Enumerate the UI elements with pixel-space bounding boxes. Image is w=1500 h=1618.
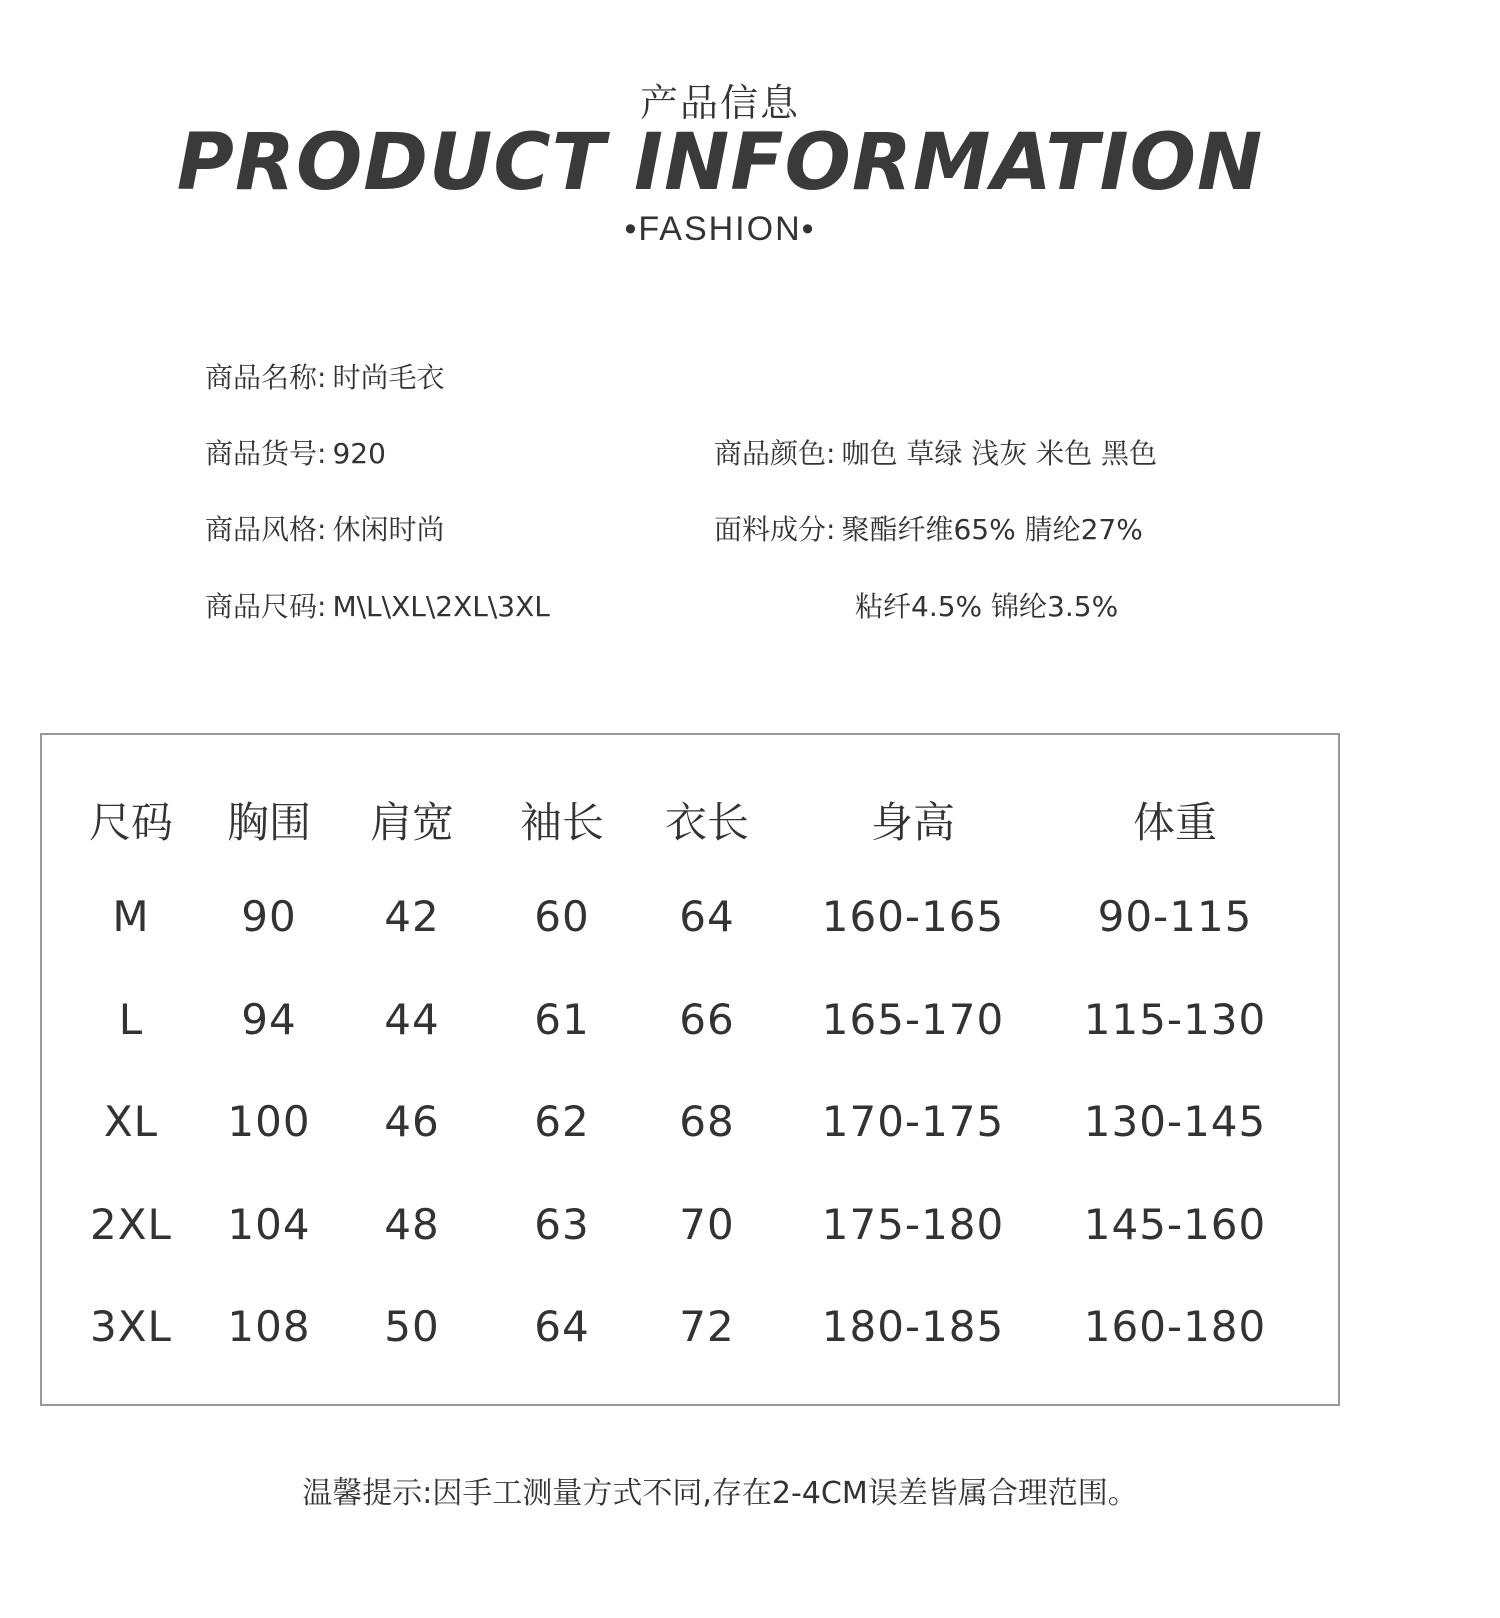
table-cell: 66: [679, 995, 735, 1044]
info-style: [205, 508, 444, 548]
table-cell: 70: [679, 1200, 735, 1249]
table-cell: 3XL: [90, 1302, 172, 1351]
table-cell: 180-185: [821, 1302, 1005, 1351]
table-cell: 42: [384, 892, 440, 941]
info-fabric-label: 面料成分:: [714, 513, 836, 546]
table-cell: 104: [227, 1200, 311, 1249]
table-header-cell: 胸围: [226, 798, 312, 847]
info-name-label: 商品名称:: [205, 361, 327, 394]
info-color-value: 咖色 草绿 浅灰 米色 黑色: [841, 437, 1158, 470]
table-cell: 63: [534, 1200, 590, 1249]
info-name: [205, 356, 444, 396]
info-style-value: 休闲时尚: [332, 513, 445, 546]
table-cell: 46: [384, 1097, 440, 1146]
table-cell: 160-180: [1083, 1302, 1267, 1351]
info-fabric-value: 聚酯纤维65% 腈纶27%: [841, 513, 1143, 546]
table-cell: 94: [241, 995, 297, 1044]
info-color: [714, 432, 1157, 472]
table-cell: 62: [534, 1097, 590, 1146]
table-cell: 115-130: [1083, 995, 1267, 1044]
table-cell: 90-115: [1097, 892, 1253, 941]
table-cell: 170-175: [821, 1097, 1005, 1146]
table-cell: 130-145: [1083, 1097, 1267, 1146]
info-item-no-value: 920: [332, 437, 386, 470]
table-cell: XL: [103, 1097, 159, 1146]
table-header-cell: 肩宽: [369, 798, 455, 847]
table-cell: 68: [679, 1097, 735, 1146]
info-color-label: 商品颜色:: [714, 437, 836, 470]
info-size-label: 商品尺码:: [205, 590, 327, 623]
info-name-value: 时尚毛衣: [332, 361, 445, 394]
info-fabric-line2: [855, 585, 1118, 625]
header-title-cn: 产品信息: [639, 81, 800, 125]
size-table: [40, 733, 1340, 1406]
table-cell: 165-170: [821, 995, 1005, 1044]
header-title-en: PRODUCT INFORMATION: [176, 118, 1264, 208]
measurement-note: 温馨提示:因手工测量方式不同,存在2-4CM误差皆属合理范围。: [302, 1476, 1138, 1511]
table-header-cell: 身高: [870, 798, 956, 847]
table-cell: 44: [384, 995, 440, 1044]
header-subtitle: •FASHION•: [624, 210, 816, 248]
table-cell: 2XL: [90, 1200, 172, 1249]
table-header-cell: 袖长: [519, 798, 605, 847]
info-item-no-label: 商品货号:: [205, 437, 327, 470]
table-cell: L: [118, 995, 144, 1044]
table-cell: 60: [534, 892, 590, 941]
table-cell: 64: [679, 892, 735, 941]
info-size: [205, 585, 550, 625]
table-cell: 50: [384, 1302, 440, 1351]
table-header-cell: 体重: [1132, 798, 1218, 847]
table-cell: 175-180: [821, 1200, 1005, 1249]
table-cell: 145-160: [1083, 1200, 1267, 1249]
table-cell: 48: [384, 1200, 440, 1249]
table-cell: 160-165: [821, 892, 1005, 941]
table-cell: 90: [241, 892, 297, 941]
table-cell: 100: [227, 1097, 311, 1146]
table-cell: 108: [227, 1302, 311, 1351]
info-item-no: [205, 432, 386, 472]
table-cell: M: [112, 892, 150, 941]
table-header-cell: 衣长: [664, 798, 750, 847]
info-style-label: 商品风格:: [205, 513, 327, 546]
table-cell: 64: [534, 1302, 590, 1351]
info-fabric: [714, 508, 1143, 548]
table-cell: 61: [534, 995, 590, 1044]
table-cell: 72: [679, 1302, 735, 1351]
info-size-value: M\L\XL\2XL\3XL: [332, 590, 550, 623]
info-fabric-value-line2: 粘纤4.5% 锦纶3.5%: [855, 590, 1119, 623]
table-header-cell: 尺码: [88, 798, 174, 847]
